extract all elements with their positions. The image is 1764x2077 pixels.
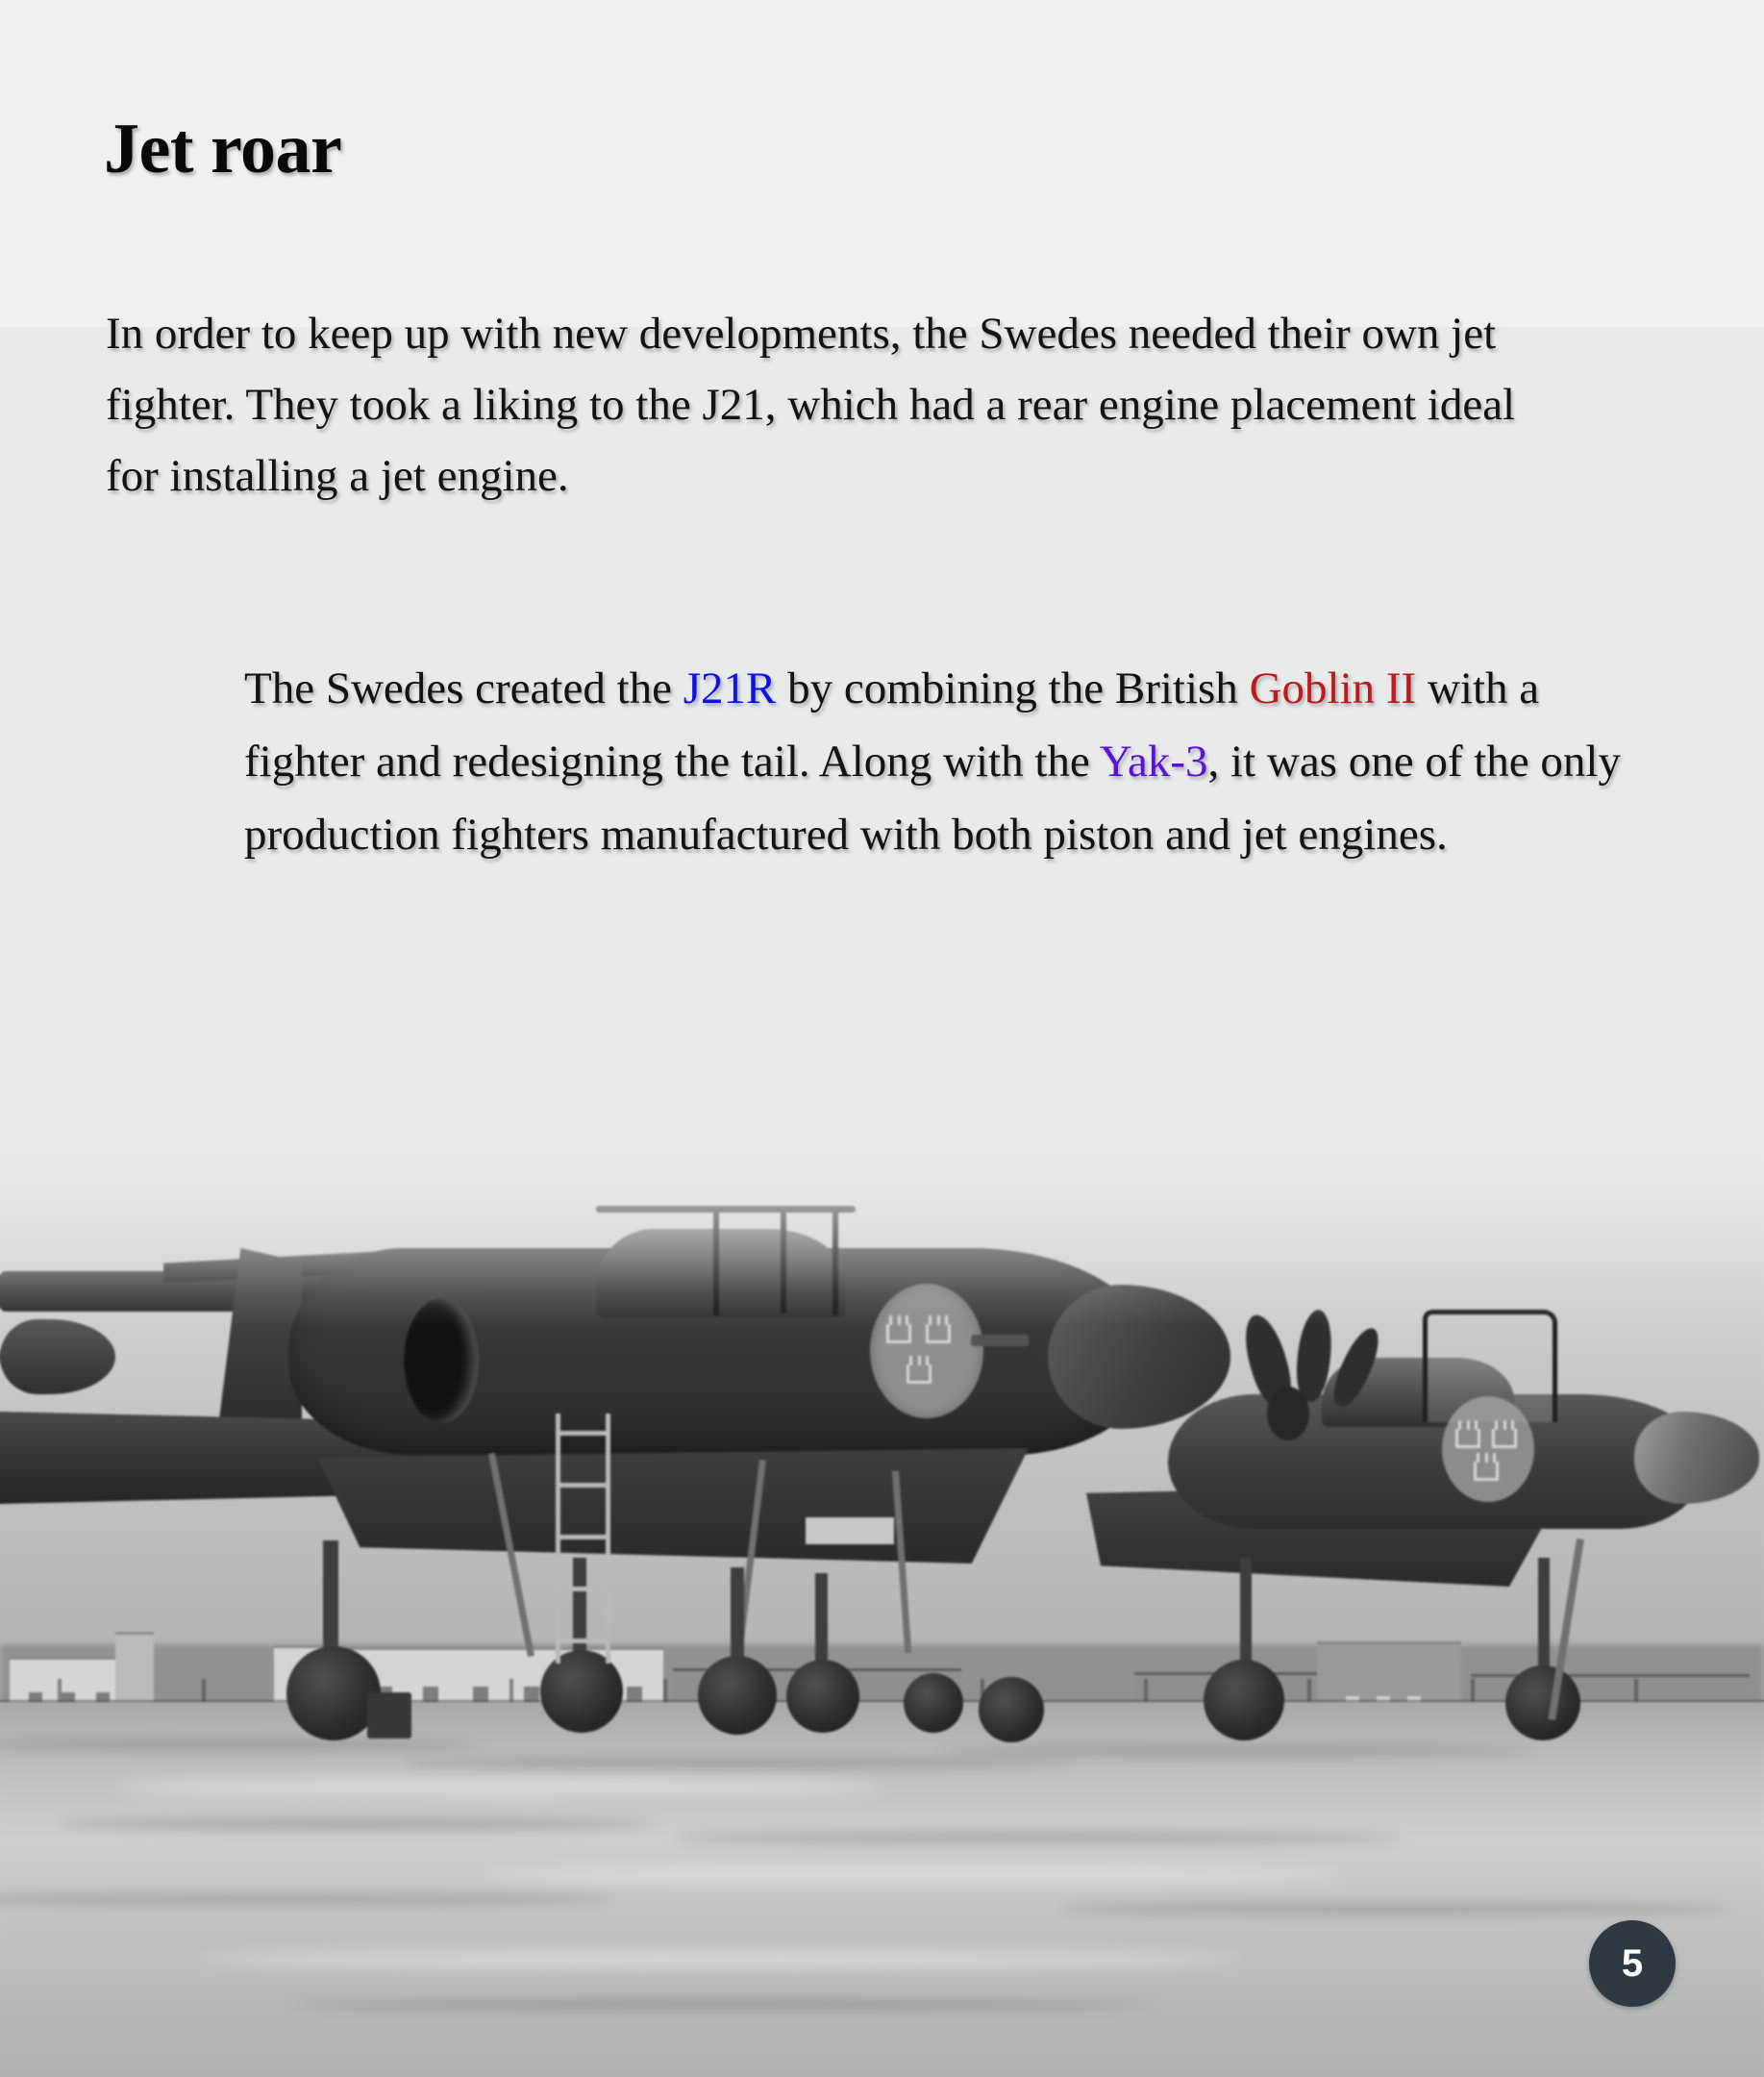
indented-text-part2: by combining the British bbox=[776, 663, 1250, 713]
link-yak-3[interactable]: Yak-3 bbox=[1099, 737, 1208, 787]
indented-text-part4: , it was one of the only production fighters manufactured with both piston and jet engines. bbox=[244, 737, 1621, 860]
jet-wing-lower bbox=[317, 1448, 1029, 1564]
indented-text-part1: The Swedes created the bbox=[244, 663, 683, 713]
jet-canopy bbox=[596, 1229, 846, 1317]
photo-inner bbox=[0, 1106, 1764, 2077]
propeller-hub bbox=[1267, 1387, 1309, 1440]
jet-air-intake bbox=[404, 1298, 479, 1423]
link-j21r[interactable]: J21R bbox=[683, 663, 777, 713]
aircraft-photograph bbox=[0, 1106, 1764, 2077]
page-title: Jet roar bbox=[104, 110, 342, 188]
lead-paragraph bbox=[106, 298, 1548, 512]
wheel-chock bbox=[367, 1692, 411, 1739]
jet-pitot-tube bbox=[971, 1335, 1029, 1346]
boarding-ladder bbox=[556, 1414, 611, 1664]
page-number-badge: 5 bbox=[1589, 1920, 1676, 2007]
indented-text-part3: with a fighter and redesigning the tail. Along with the bbox=[244, 663, 1540, 787]
lead-paragraph-text: In order to keep up with new developments, the Swedes needed their own jet fighter. They took a liking to the J21, which had a rear engine placement ideal for installing a jet engine. bbox=[106, 309, 1516, 501]
link-goblin-ii[interactable]: Goblin II bbox=[1249, 663, 1417, 713]
jet-roundel-three-crowns bbox=[870, 1284, 983, 1418]
fuselage-placard bbox=[806, 1517, 894, 1544]
indented-paragraph bbox=[244, 652, 1657, 871]
prop-aircraft-open-canopy bbox=[1423, 1310, 1557, 1422]
